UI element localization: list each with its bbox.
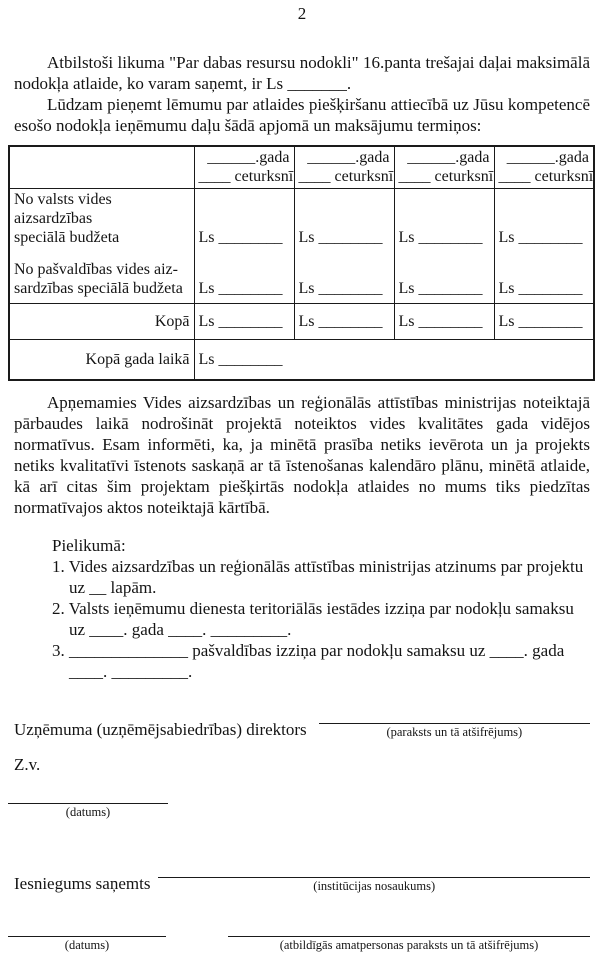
official-signature-line xyxy=(228,917,590,937)
attachment-text: Valsts ieņēmumu dienesta teritoriālās iestādes izziņa par nodokļu samaksu uz ____. gada ____. _________. xyxy=(68,599,574,639)
amount-blank: Ls ________ xyxy=(394,304,494,340)
attachment-number: 1. xyxy=(52,557,65,576)
institution-caption: (institūcijas nosaukums) xyxy=(313,879,436,893)
attachments-list xyxy=(52,556,590,682)
table-row-state-budget xyxy=(9,189,594,260)
director-signature-block xyxy=(319,704,590,740)
attachment-number: 3. xyxy=(52,641,65,660)
amount-blank: Ls ________ xyxy=(394,189,494,260)
attachment-item xyxy=(52,640,590,682)
table-header-row xyxy=(9,146,594,189)
paragraph-request: Lūdzam pieņemt lēmumu par atlaides piešķiršanu attiecībā uz Jūsu kompetencē esošo nodokļa ieņēmumu daļu šādā apjomā un maksājumu termiņos: xyxy=(14,95,590,135)
amount-blank: Ls ________ xyxy=(194,189,294,260)
amount-blank: Ls ________ xyxy=(394,259,494,304)
director-label: Uzņēmuma (uzņēmējsabiedrības) direktors xyxy=(14,720,307,739)
attachment-number: 2. xyxy=(52,599,65,618)
received-date-block xyxy=(8,917,166,953)
official-signature-block xyxy=(228,917,590,953)
relief-schedule-table xyxy=(8,145,595,381)
table-header-q2-cell: ______.gada ____ ceturksnī xyxy=(294,146,394,189)
table-row-municipal-budget xyxy=(9,259,594,304)
table-header-q3-cell: ______.gada ____ ceturksnī xyxy=(394,146,494,189)
signature-caption: (paraksts un tā atšifrējums) xyxy=(386,725,523,739)
amount-blank: Ls ________ xyxy=(494,189,594,260)
table-header-q4-cell: ______.gada ____ ceturksnī xyxy=(494,146,594,189)
amount-blank: Ls ________ xyxy=(494,259,594,304)
institution-line xyxy=(158,858,590,878)
received-row xyxy=(14,858,590,894)
attachment-text: Vides aizsardzības un reģionālās attīstības ministrijas atzinums par projektu uz __ lapām. xyxy=(68,557,584,597)
bottom-signature-row xyxy=(14,917,590,953)
official-signature-caption: (atbildīgās amatpersonas paraksts un tā atšifrējums) xyxy=(279,938,539,952)
intro-block xyxy=(14,52,590,136)
received-label: Iesniegums saņemts xyxy=(14,874,151,893)
attachments-title: Pielikumā: xyxy=(52,536,126,555)
amount-blank: Ls ________ xyxy=(294,304,394,340)
amount-blank-year: Ls ________ xyxy=(194,340,594,381)
page-number: 2 xyxy=(297,4,307,23)
institution-block xyxy=(158,858,590,894)
attachment-item xyxy=(52,598,590,640)
table-row-total-year xyxy=(9,340,594,381)
row-label-total: Kopā xyxy=(9,304,194,340)
seal-mark: Z.v. xyxy=(14,755,41,774)
signature-line xyxy=(319,704,590,724)
table-header-q1-cell: ______.gada ____ ceturksnī xyxy=(194,146,294,189)
table-header-empty-cell xyxy=(9,146,194,189)
director-signature-row xyxy=(14,704,590,740)
amount-blank: Ls ________ xyxy=(294,259,394,304)
amount-blank: Ls ________ xyxy=(194,304,294,340)
attachment-item xyxy=(52,556,590,598)
date-caption: (datums) xyxy=(65,805,111,819)
amount-blank: Ls ________ xyxy=(294,189,394,260)
row-label-total-year: Kopā gada laikā xyxy=(9,340,194,381)
row-label-municipal-budget: No pašvaldības vides aiz- sardzības speciālā budžeta xyxy=(9,259,194,304)
row-label-state-budget: No valsts vides aizsardzības speciālā budžeta xyxy=(9,189,194,260)
date-block xyxy=(8,785,168,820)
attachment-text: ______________ pašvaldības izziņa par nodokļu samaksu uz ____. gada ____. _________. xyxy=(69,641,565,681)
date-line xyxy=(8,785,168,804)
received-date-caption: (datums) xyxy=(64,938,110,952)
amount-blank: Ls ________ xyxy=(494,304,594,340)
amount-blank: Ls ________ xyxy=(194,259,294,304)
paragraph-commitment: Apņemamies Vides aizsardzības un reģionālās attīstības ministrijas noteiktajā pārbaudes laikā nodrošināt projektā noteiktos vides kvalitātes gada vidējos normatīvus. Esam informēti, ka, ja minētā prasība netiks ievērota un ja projekts netiks kvalitatīvi īstenots saskaņā ar tā īstenošanas kalendāro plānu, minētā atlaide, kā arī citas šim projektam piešķirtās nodokļa atlaides no mums tiks piedzītas normatīvajos aktos noteiktajā kārtībā. xyxy=(14,393,590,517)
received-date-line xyxy=(8,917,166,937)
table-row-total xyxy=(9,304,594,340)
paragraph-max-relief: Atbilstoši likuma "Par dabas resursu nodokli" 16.panta trešajai daļai maksimālā nodokļa atlaide, ko varam saņemt, ir Ls _______. xyxy=(14,53,590,93)
